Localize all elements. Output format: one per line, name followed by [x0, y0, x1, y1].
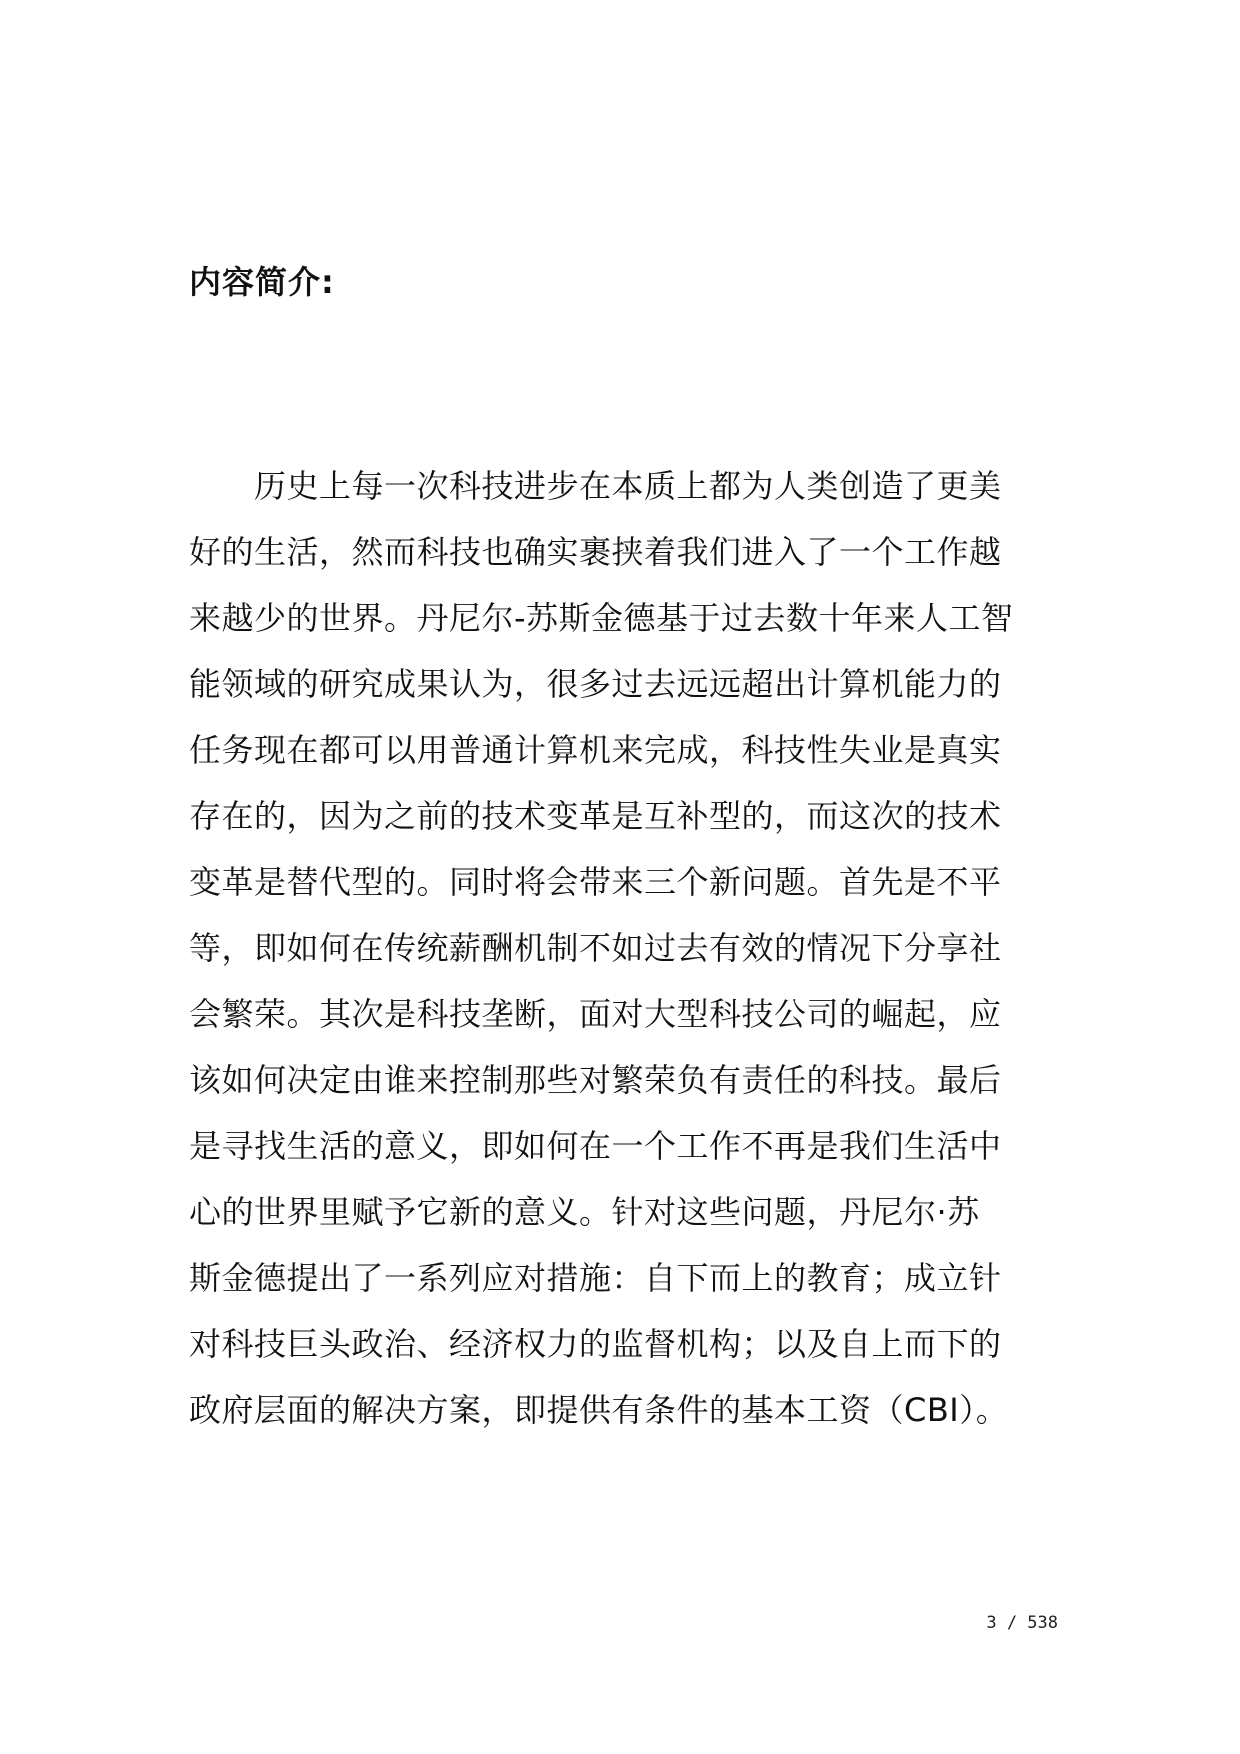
intro-paragraph [189, 453, 1049, 1443]
paragraph-line: 等，即如何在传统薪酬机制不如过去有效的情况下分享社 [189, 929, 1002, 967]
paragraph-line: 变革是替代型的。同时将会带来三个新问题。首先是不平 [189, 863, 1002, 901]
paragraph-line: 心的世界里赋予它新的意义。针对这些问题，丹尼尔·苏 [189, 1193, 980, 1231]
paragraph-line: 能领域的研究成果认为，很多过去远远超出计算机能力的 [189, 665, 1002, 703]
page-number: 3 / 538 [986, 1613, 1058, 1633]
paragraph-line: 对科技巨头政治、经济权力的监督机构；以及自上而下的 [189, 1325, 1002, 1363]
paragraph-line: 会繁荣。其次是科技垄断，面对大型科技公司的崛起，应 [189, 995, 1002, 1033]
paragraph-line: 存在的，因为之前的技术变革是互补型的，而这次的技术 [189, 797, 1002, 835]
paragraph-line: 任务现在都可以用普通计算机来完成，科技性失业是真实 [189, 731, 1002, 769]
paragraph-line: 来越少的世界。丹尼尔-苏斯金德基于过去数十年来人工智 [189, 599, 1014, 637]
paragraph-line: 是寻找生活的意义，即如何在一个工作不再是我们生活中 [189, 1127, 1002, 1165]
paragraph-line: 好的生活，然而科技也确实裹挟着我们进入了一个工作越 [189, 533, 1002, 571]
paragraph-line: 历史上每一次科技进步在本质上都为人类创造了更美 [189, 467, 1002, 505]
paragraph-line: 政府层面的解决方案，即提供有条件的基本工资（CBI）。 [189, 1391, 1009, 1429]
paragraph-line: 该如何决定由谁来控制那些对繁荣负有责任的科技。最后 [189, 1061, 1002, 1099]
section-heading: 内容简介: [189, 263, 335, 301]
paragraph-line: 斯金德提出了一系列应对措施：自下而上的教育；成立针 [189, 1259, 1002, 1297]
